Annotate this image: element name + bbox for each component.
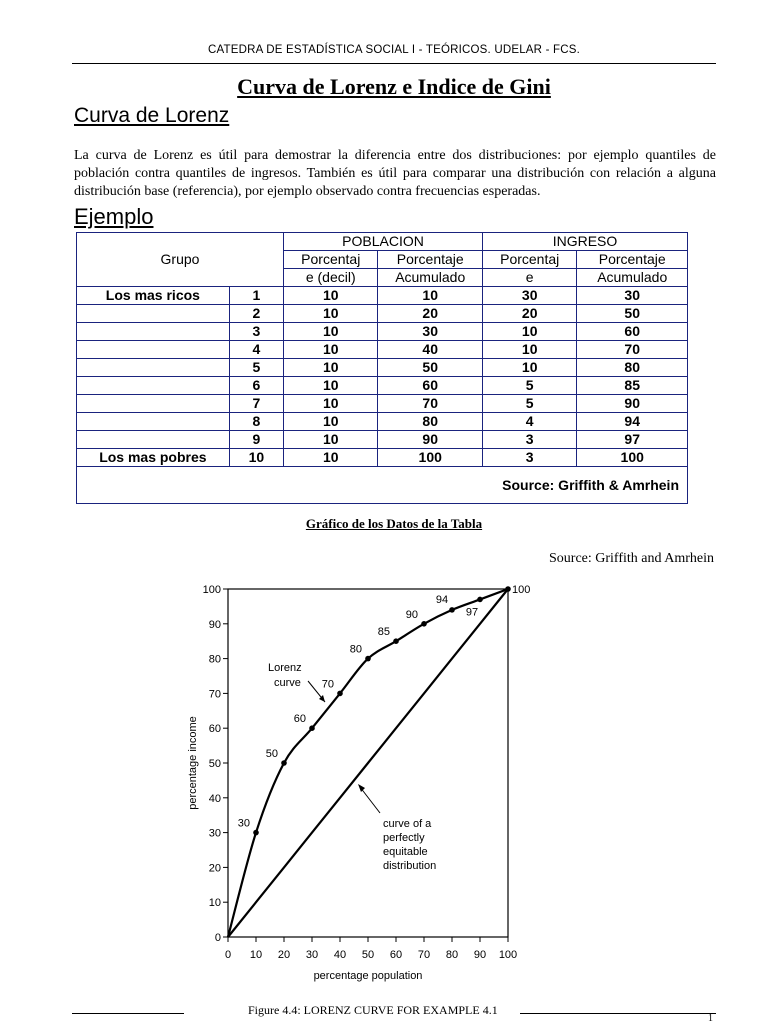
- cell-ing-acum: 100: [577, 449, 688, 467]
- cell-pob-pct: 10: [284, 395, 378, 413]
- cell-pob-acum: 90: [378, 431, 483, 449]
- cell-ing-acum: 30: [577, 287, 688, 305]
- table-row: [77, 377, 688, 395]
- cell-decil: 8: [229, 413, 283, 431]
- cell-pob-pct: 10: [284, 449, 378, 467]
- cell-label: [77, 413, 230, 431]
- x-tick-label: 40: [333, 949, 347, 961]
- cell-ing-acum: 80: [577, 359, 688, 377]
- cell-label: [77, 341, 230, 359]
- cell-decil: 7: [229, 395, 283, 413]
- header-rule: [72, 63, 716, 64]
- page-header: CATEDRA DE ESTADÍSTICA SOCIAL I - TEÓRICOS. UDELAR - FCS.: [207, 44, 580, 56]
- annotation-equal-arrow: [360, 787, 380, 813]
- cell-ing-acum: 90: [577, 395, 688, 413]
- cell-decil: 9: [229, 431, 283, 449]
- annotation-equal-4: distribution: [383, 860, 437, 872]
- cell-ing-pct: 10: [482, 323, 576, 341]
- x-tick-label: 50: [361, 949, 375, 961]
- cell-label: [77, 377, 230, 395]
- lorenz-point: [421, 621, 427, 627]
- cell-pob-pct: 10: [284, 377, 378, 395]
- document-title: Curva de Lorenz e Indice de Gini: [237, 74, 551, 99]
- figure-source: Source: Griffith and Amrhein: [549, 551, 714, 566]
- cell-ing-acum: 50: [577, 305, 688, 323]
- cell-decil: 2: [229, 305, 283, 323]
- cell-label: [77, 305, 230, 323]
- table-source: Source: Griffith & Amrhein: [77, 467, 688, 504]
- cell-pob-acum: 10: [378, 287, 483, 305]
- data-table: [76, 232, 688, 504]
- cell-label: Los mas ricos: [77, 287, 230, 305]
- page-number: 1: [708, 1013, 713, 1024]
- cell-ing-pct: 10: [482, 359, 576, 377]
- table-row: [77, 413, 688, 431]
- lorenz-chart: [180, 575, 550, 995]
- cell-ing-pct: 5: [482, 395, 576, 413]
- subheader-ing-acum: Porcentaje: [577, 251, 688, 269]
- cell-decil: 5: [229, 359, 283, 377]
- lorenz-point: [505, 586, 511, 592]
- x-tick-label: 90: [473, 949, 487, 961]
- subheader-ing-pct: Porcentaj: [482, 251, 576, 269]
- x-tick-label: 80: [445, 949, 459, 961]
- cell-label: Los mas pobres: [77, 449, 230, 467]
- subheader-pob-pct: Porcentaj: [284, 251, 378, 269]
- cell-pob-pct: 10: [284, 305, 378, 323]
- figure-caption: Gráfico de los Datos de la Tabla: [305, 516, 483, 531]
- cell-label: [77, 323, 230, 341]
- table-row: [77, 431, 688, 449]
- cell-decil: 3: [229, 323, 283, 341]
- cell-ing-pct: 20: [482, 305, 576, 323]
- y-tick-label: 70: [208, 688, 221, 701]
- figure-label: Figure 4.4: LORENZ CURVE FOR EXAMPLE 4.1: [248, 1003, 498, 1017]
- annotation-equal-1: curve of a: [383, 818, 432, 830]
- cell-ing-acum: 70: [577, 341, 688, 359]
- annotation-equal-arrowhead: [358, 784, 365, 792]
- cell-ing-acum: 97: [577, 431, 688, 449]
- annotation-equal-3: equitable: [383, 846, 428, 858]
- cell-decil: 4: [229, 341, 283, 359]
- cell-pob-pct: 10: [284, 359, 378, 377]
- cell-pob-pct: 10: [284, 323, 378, 341]
- y-tick-label: 60: [208, 723, 221, 736]
- table-row: [77, 323, 688, 341]
- table-row: [77, 305, 688, 323]
- cell-ing-acum: 85: [577, 377, 688, 395]
- cell-label: [77, 395, 230, 413]
- subheader-ing-pct-2: e: [482, 269, 576, 287]
- table-row: [77, 449, 688, 467]
- subheader-ing-acum-2: Acumulado: [577, 269, 688, 287]
- cell-pob-acum: 70: [378, 395, 483, 413]
- cell-ing-pct: 30: [482, 287, 576, 305]
- cell-pob-acum: 40: [378, 341, 483, 359]
- cell-pob-acum: 50: [378, 359, 483, 377]
- point-label: 100: [512, 584, 531, 596]
- y-axis-label: percentage income: [187, 716, 199, 810]
- subheader-pob-acum: Porcentaje: [378, 251, 483, 269]
- cell-decil: 10: [229, 449, 283, 467]
- y-tick-label: 30: [208, 827, 221, 840]
- point-label: 30: [237, 817, 250, 830]
- x-tick-label: 60: [389, 949, 403, 961]
- y-tick-label: 50: [208, 758, 221, 770]
- y-tick-label: 100: [202, 584, 221, 596]
- cell-label: [77, 431, 230, 449]
- point-label: 97: [465, 606, 479, 619]
- point-label: 85: [377, 626, 390, 639]
- y-tick-label: 10: [208, 897, 221, 910]
- point-label: 90: [405, 608, 418, 621]
- cell-pob-pct: 10: [284, 413, 378, 431]
- lorenz-point: [253, 830, 259, 836]
- intro-paragraph: La curva de Lorenz es útil para demostrar la diferencia entre dos distribuciones: por ejemplo quantiles de población contra quantiles de ingresos. También es útil para comparar una distribución con relación a alguna distribución base (referencia), por ejemplo observado contra frecuencias esperadas.: [74, 148, 716, 199]
- header-poblacion: POBLACION: [284, 233, 483, 251]
- subheader-pob-acum-2: Acumulado: [378, 269, 483, 287]
- table-row: [77, 359, 688, 377]
- y-tick-label: 40: [208, 792, 221, 805]
- cell-pob-acum: 20: [378, 305, 483, 323]
- point-label: 94: [435, 593, 449, 606]
- cell-ing-acum: 60: [577, 323, 688, 341]
- lorenz-point: [309, 725, 315, 731]
- cell-pob-acum: 80: [378, 413, 483, 431]
- subheader-pob-pct-2: e (decil): [284, 269, 378, 287]
- lorenz-point: [281, 760, 287, 766]
- point-label: 60: [293, 713, 306, 726]
- table-row: [77, 395, 688, 413]
- annotation-equal-2: perfectly: [383, 832, 425, 844]
- x-tick-label: 30: [305, 949, 319, 961]
- cell-pob-acum: 30: [378, 323, 483, 341]
- cell-ing-pct: 10: [482, 341, 576, 359]
- lorenz-point: [449, 607, 455, 613]
- point-label: 50: [265, 748, 278, 760]
- point-label: 80: [349, 643, 362, 656]
- section-heading-lorenz: Curva de Lorenz: [74, 104, 230, 127]
- y-tick-label: 80: [208, 653, 221, 666]
- cell-ing-pct: 3: [482, 431, 576, 449]
- section-heading-ejemplo: Ejemplo: [74, 204, 154, 229]
- cell-ing-pct: 3: [482, 449, 576, 467]
- x-tick-label: 70: [417, 949, 431, 961]
- x-tick-label: 20: [277, 949, 291, 961]
- lorenz-point: [477, 597, 483, 603]
- cell-pob-pct: 10: [284, 431, 378, 449]
- cell-pob-pct: 10: [284, 287, 378, 305]
- lorenz-point: [365, 656, 371, 662]
- annotation-lorenz-2: curve: [274, 677, 301, 689]
- y-tick-label: 90: [208, 618, 221, 631]
- cell-ing-acum: 94: [577, 413, 688, 431]
- lorenz-point: [337, 691, 343, 697]
- x-tick-label: 10: [249, 949, 263, 961]
- cell-pob-acum: 60: [378, 377, 483, 395]
- x-tick-label: 100: [498, 949, 518, 961]
- header-ingreso: INGRESO: [482, 233, 687, 251]
- cell-pob-pct: 10: [284, 341, 378, 359]
- cell-ing-pct: 4: [482, 413, 576, 431]
- table-body: [77, 287, 688, 467]
- y-tick-label: 20: [208, 862, 221, 875]
- cell-decil: 6: [229, 377, 283, 395]
- cell-pob-acum: 100: [378, 449, 483, 467]
- footer-rule-left: [72, 1013, 184, 1014]
- table-row: [77, 287, 688, 305]
- header-grupo: Grupo: [77, 233, 284, 287]
- lorenz-point: [393, 638, 399, 644]
- footer-rule-right: [520, 1013, 716, 1014]
- table-row: [77, 341, 688, 359]
- x-tick-label: 0: [224, 949, 232, 961]
- y-tick-label: 0: [214, 932, 221, 944]
- annotation-lorenz-1: Lorenz: [268, 662, 302, 674]
- point-label: 70: [321, 678, 334, 691]
- cell-decil: 1: [229, 287, 283, 305]
- cell-ing-pct: 5: [482, 377, 576, 395]
- cell-label: [77, 359, 230, 377]
- equality-line: [228, 589, 508, 937]
- x-axis-label: percentage population: [313, 970, 423, 982]
